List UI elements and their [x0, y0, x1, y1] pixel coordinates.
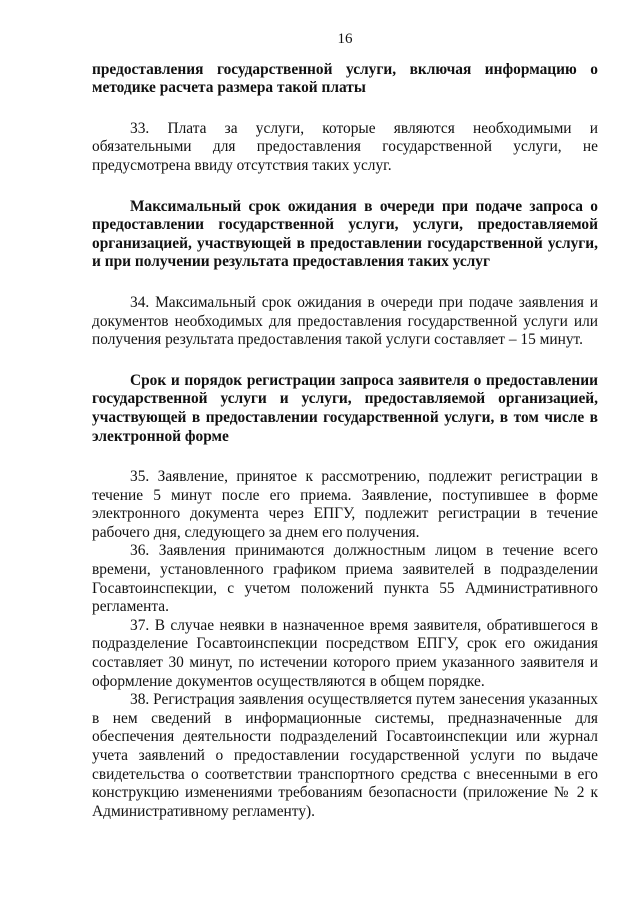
- spacer: [92, 350, 598, 372]
- paragraph-34: 34. Максимальный срок ожидания в очереди при подаче заявления и документов необходимых для предоставления государственной услуги или получения результата предоставления такой услуги составляет – 15 минут.: [92, 293, 598, 349]
- document-page: [92, 30, 598, 821]
- page-number: 16: [337, 31, 353, 47]
- paragraph-38: 38. Регистрация заявления осуществляется путем занесения указанных в нем сведений в информационные системы, предназначенные для обеспечения деятельности подразделений Госавтоинспекции или журнал учета заявлений о предоставлении государственной услуги по выдаче свидетельства о соответствии транспортного средства с внесенными в его конструкцию изменениями требованиям безопасности (приложение № 2 к Административному регламенту).: [92, 691, 598, 820]
- paragraph-36: 36. Заявления принимаются должностным лицом в течение всего времени, установленного графиком приема заявителей в подразделении Госавтоинспекции, с учетом положений пункта 55 Административного регламента.: [92, 542, 598, 616]
- spacer: [92, 446, 598, 468]
- spacer: [92, 176, 598, 198]
- spacer: [92, 272, 598, 294]
- section-heading-continuation: предоставления государственной услуги, включая информацию о методике расчета размера такой платы: [92, 60, 598, 97]
- spacer: [92, 98, 598, 120]
- paragraph-37: 37. В случае неявки в назначенное время заявителя, обратившегося в подразделение Госавтоинспекции посредством ЕПГУ, срок его ожидания составляет 30 минут, по истечении которого прием указанного заявителя и оформление документов осуществляются в общем порядке.: [92, 616, 598, 690]
- paragraph-35: 35. Заявление, принятое к рассмотрению, подлежит регистрации в течение 5 минут после его приема. Заявление, поступившее в форме электронного документа через ЕПГУ, подлежит регистрации в течение рабочего дня, следующего за днем его получения.: [92, 468, 598, 541]
- section-heading-queue-time: Максимальный срок ожидания в очереди при подаче запроса о предоставлении государственной услуги, услуги, предоставляемой организацией, участвующей в предоставлении государственной услуги, и при получении результата предоставления таких услуг: [92, 197, 598, 271]
- section-heading-registration: Срок и порядок регистрации запроса заявителя о предоставлении государственной услуги и услуги, предоставляемой организацией, участвующей в предоставлении государственной услуги, в том числе в электронной форме: [92, 371, 598, 445]
- paragraph-33: 33. Плата за услуги, которые являются необходимыми и обязательными для предоставления государственной услуги, не предусмотрена ввиду отсутствия таких услуг.: [92, 119, 598, 174]
